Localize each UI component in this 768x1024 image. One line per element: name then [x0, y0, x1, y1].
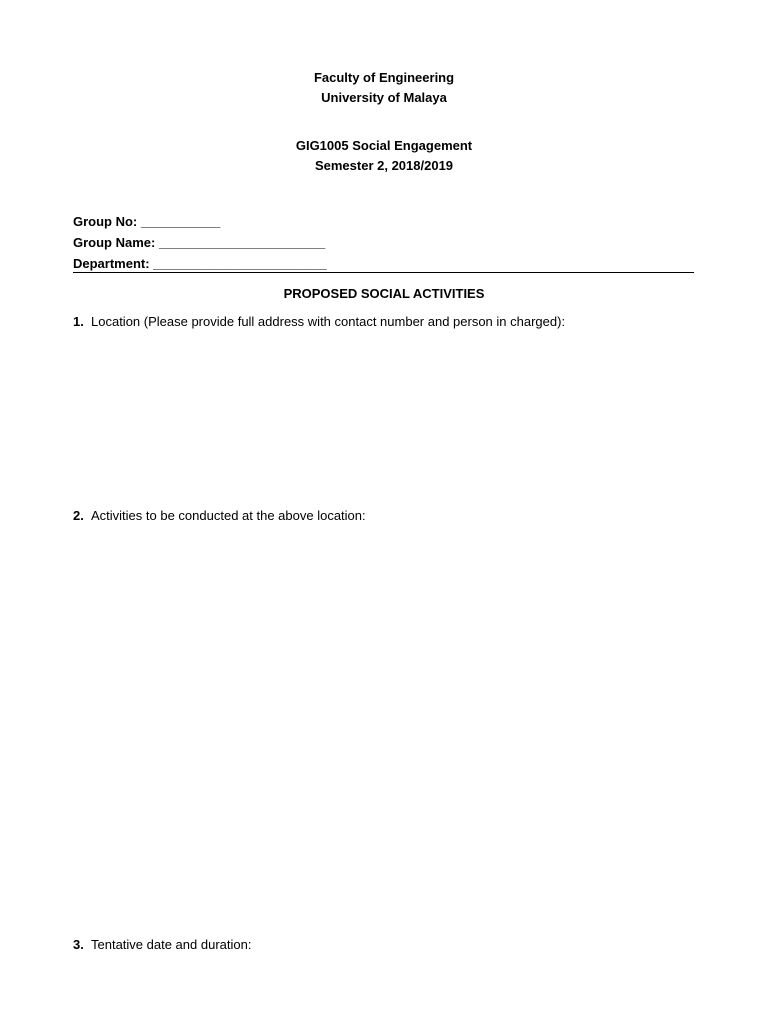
faculty-heading: Faculty of Engineering: [313, 70, 455, 85]
group-no-field: Group No: ___________: [73, 214, 221, 229]
question-number: 1.: [73, 314, 84, 329]
question-date-duration: [73, 937, 251, 953]
question-number: 2.: [73, 508, 84, 523]
question-text: Location (Please provide full address with contact number and person in charged):: [91, 314, 566, 329]
course-heading: GIG1005 Social Engagement: [295, 138, 473, 153]
semester-heading: Semester 2, 2018/2019: [314, 158, 454, 173]
header-divider: [73, 272, 694, 273]
question-text: Activities to be conducted at the above location:: [91, 508, 366, 523]
question-location: [73, 314, 565, 330]
university-heading: University of Malaya: [321, 90, 447, 105]
group-name-field: Group Name: _______________________: [73, 235, 326, 250]
question-activities: [73, 508, 366, 524]
section-title: PROPOSED SOCIAL ACTIVITIES: [283, 286, 485, 301]
question-text: Tentative date and duration:: [91, 937, 252, 952]
department-field: Department: ________________________: [73, 256, 327, 271]
question-number: 3.: [73, 937, 84, 952]
